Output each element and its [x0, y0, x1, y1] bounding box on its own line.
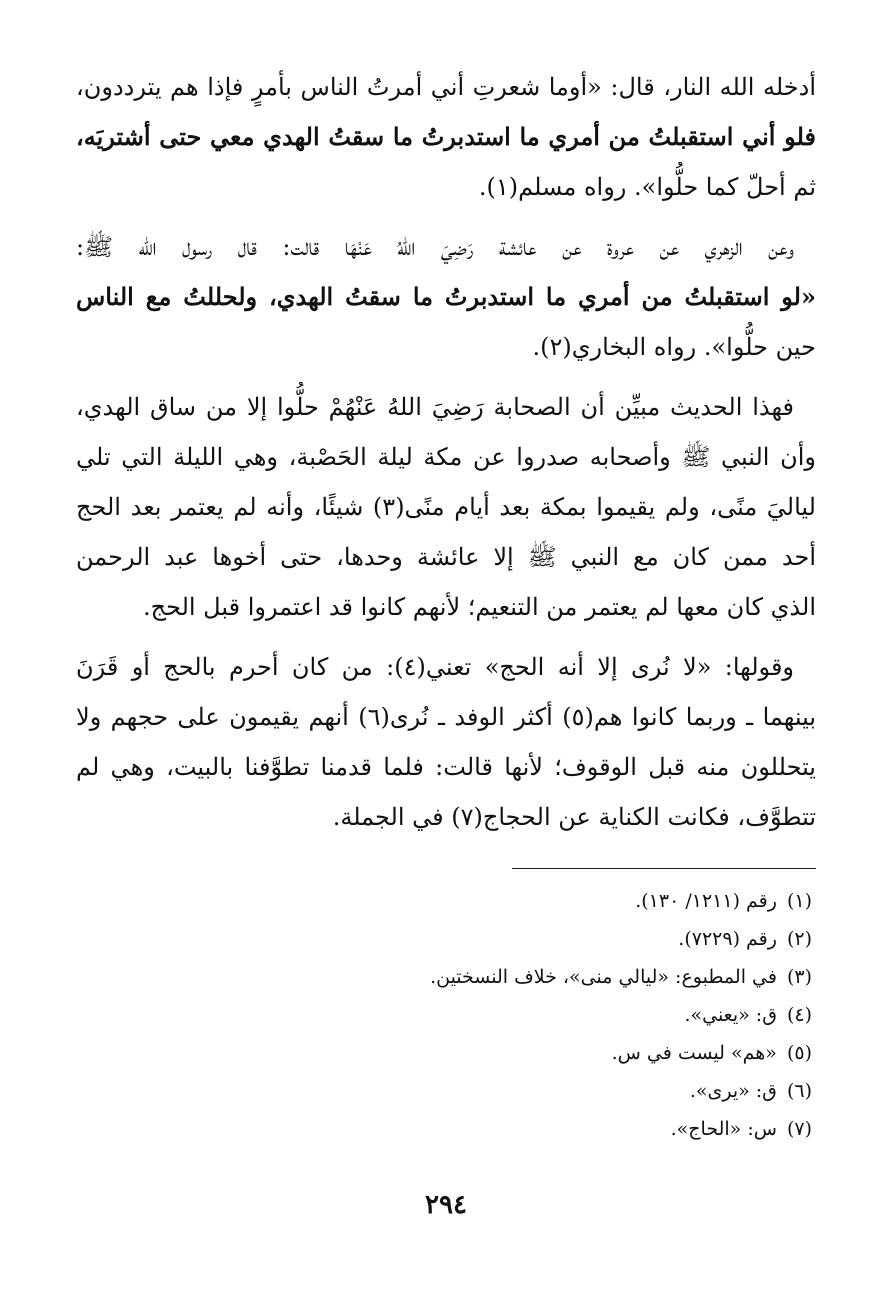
text-line: «لو استقبلتُ من أمري ما استدبرتُ ما سقتُ الهدي، ولحللتُ مع الناس — [76, 282, 816, 311]
text-line: فلو أني استقبلتُ من أمري ما استدبرتُ ما سقتُ الهدي معي حتى أشتريَه، — [76, 122, 816, 151]
footnote-item — [76, 920, 812, 958]
footnote-item — [76, 882, 812, 920]
text-line: حين حلُّوا». رواه البخاري(٢). — [532, 333, 816, 361]
paragraph-1 — [76, 62, 816, 212]
footnote-text: س: «الحاج». — [670, 1118, 777, 1140]
footnote-item — [76, 1034, 812, 1072]
footnote-text: «هم» ليست في س. — [611, 1042, 777, 1064]
text-line: الذي كان معها لم يعتمر من التنعيم؛ لأنهم كانوا قد اعتمروا قبل الحج. — [142, 593, 816, 621]
paragraph-3 — [76, 382, 816, 632]
text-line: فهذا الحديث مبيِّن أن الصحابة رَضِيَ اللهُ عَنْهُمْ حلُّوا إلا من ساق الهدي، — [76, 393, 794, 421]
footnote-separator — [512, 868, 816, 869]
footnote-text: ق: «يرى». — [689, 1080, 777, 1102]
text-line: بينهما ـ وربما كانوا هم(٥) أكثر الوفد ـ نُرى(٦) أنهم يقيمون على حجهم ولا — [76, 703, 816, 731]
footnote-number: (٥) — [786, 1042, 812, 1064]
page-number: ٢٩٤ — [425, 1190, 467, 1220]
footnote-text: رقم (٧٢٢٩). — [678, 928, 777, 950]
footnote-number: (٦) — [786, 1080, 812, 1102]
footnote-text: في المطبوع: «ليالي منى»، خلاف النسختين. — [430, 966, 777, 988]
text-line: أدخله الله النار، قال: «أوما شعرتِ أني أمرتُ الناس بأمرٍ فإذا هم يترددون، — [76, 73, 816, 101]
main-text — [76, 62, 816, 852]
text-line: ثم أحلّ كما حلُّوا». رواه مسلم(١). — [478, 173, 816, 201]
footnote-item — [76, 1072, 812, 1110]
text-line: يتحللون منه قبل الوقوف؛ لأنها قالت: فلما قدمنا تطوَّفنا بالبيت، وهي لم — [76, 753, 816, 781]
footnote-text: رقم (١٢١١/ ١٣٠). — [635, 890, 777, 912]
footnote-number: (٤) — [786, 1004, 812, 1026]
text-line: لياليَ منًى، ولم يقيموا بمكة بعد أيام منًى(٣) شيئًا، وأنه لم يعتمر بعد الحج — [76, 493, 816, 521]
text-line: وعن الزهري عن عروة عن عائشة رَضِيَ اللهُ عَنْهَا قالت: قال رسول الله ﷺ: — [76, 233, 794, 261]
footnote-item — [76, 1110, 812, 1148]
text-line: تتطوَّف، فكانت الكناية عن الحجاج(٧) في الجملة. — [332, 803, 816, 831]
footnote-item — [76, 958, 812, 996]
paragraph-2 — [76, 222, 816, 372]
text-line: وقولها: «لا نُرى إلا أنه الحج» تعني(٤): من كان أحرم بالحج أو قَرَنَ — [76, 653, 795, 681]
text-line: وأن النبي ﷺ وأصحابه صدروا عن مكة ليلة الحَصْبة، وهي الليلة التي تلي — [76, 443, 816, 471]
footnotes — [76, 882, 812, 1148]
footnote-item — [76, 996, 812, 1034]
text-line: أحد ممن كان مع النبي ﷺ إلا عائشة وحدها، حتى أخوها عبد الرحمن — [76, 543, 816, 571]
footnote-number: (١) — [786, 890, 812, 912]
paragraph-4 — [76, 642, 816, 842]
footnote-number: (٧) — [786, 1118, 812, 1140]
footnote-text: ق: «يعني». — [684, 1004, 777, 1026]
footnote-number: (٢) — [786, 928, 812, 950]
footnote-number: (٣) — [786, 966, 812, 988]
